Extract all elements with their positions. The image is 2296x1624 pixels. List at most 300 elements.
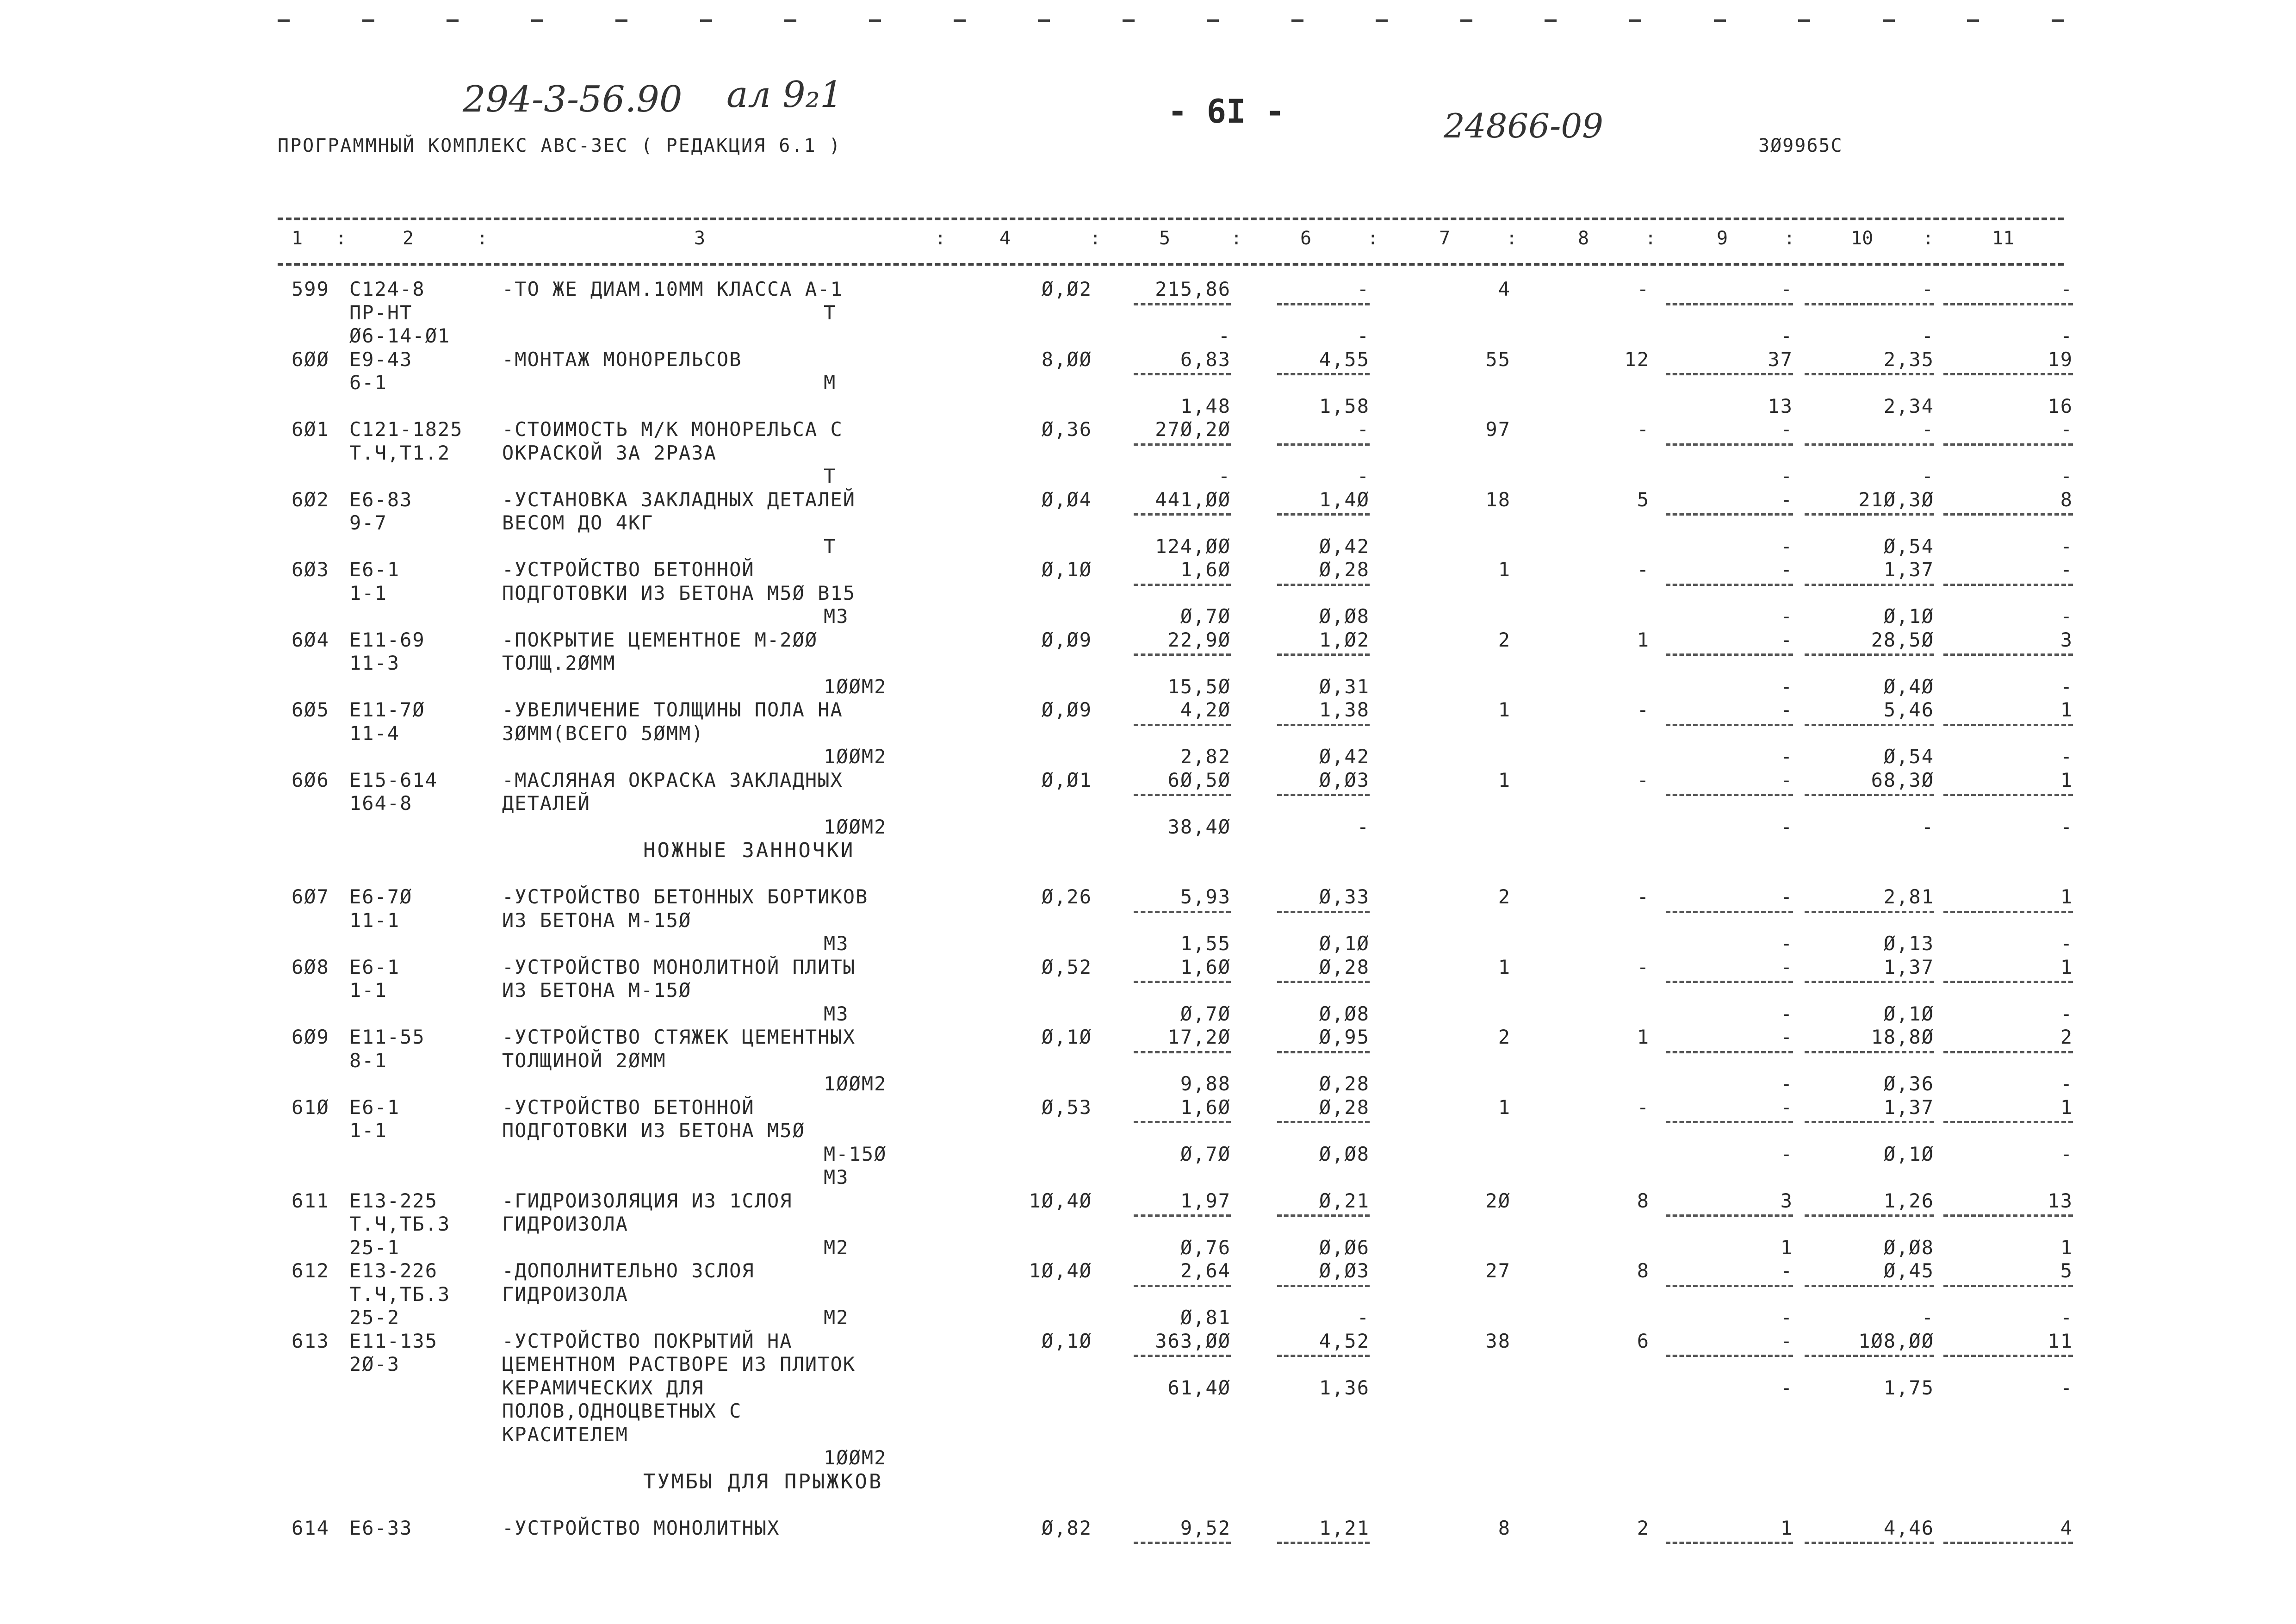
cell-c7: 1 [1498, 1095, 1511, 1119]
cell-c4: Ø,Ø4 [1041, 488, 1092, 511]
cell-c5: 1,6Ø [1180, 558, 1231, 581]
cell-c1: 61Ø [292, 1095, 329, 1119]
cell-c5: 61,4Ø [1167, 1376, 1231, 1399]
cell-c3: КЕРАМИЧЕСКИХ ДЛЯ [502, 1376, 704, 1399]
cell-c2: 164-8 [349, 792, 413, 815]
cell-c9: - [1780, 418, 1793, 441]
cell-c2: 11-1 [349, 908, 400, 932]
cell-c7: 1 [1498, 768, 1511, 791]
table-row [0, 442, 2296, 465]
cell-c6: Ø,28 [1319, 1095, 1370, 1119]
cell-c6: Ø,28 [1319, 1072, 1370, 1095]
cell-c9: - [1780, 558, 1793, 581]
cell-c3: -УСТАНОВКА ЗАКЛАДНЫХ ДЕТАЛЕЙ [502, 488, 856, 511]
cell-c2: Е6-1 [349, 558, 400, 581]
table-row [0, 558, 2296, 581]
cell-c4: Ø,Ø9 [1041, 698, 1092, 721]
cell-c3: -ТО ЖЕ ДИАМ.10ММ КЛАССА А-1 [502, 278, 843, 300]
cell-c11: 1 [2060, 885, 2073, 908]
cell-c1: 613 [292, 1329, 329, 1352]
cell-c2: Т.Ч,ТБ.3 [349, 1282, 451, 1306]
cell-c11: - [2060, 932, 2073, 955]
cell-c8: - [1637, 278, 1650, 300]
cell-c10: 21Ø,3Ø [1858, 488, 1934, 511]
cell-c6: Ø,33 [1319, 885, 1370, 908]
cell-c2: ПР-НТ [349, 301, 413, 324]
cell-c2: Т.Ч,Т1.2 [349, 441, 451, 464]
cell-c10: 18,8Ø [1871, 1026, 1934, 1048]
table-row [0, 605, 2296, 628]
table-row [0, 1283, 2296, 1306]
cell-c4: 1Ø,4Ø [1029, 1259, 1092, 1282]
col-header-2: 2 [403, 228, 414, 249]
cell-c1: 612 [292, 1259, 329, 1282]
table-row [0, 278, 2296, 301]
cell-c6: - [1357, 324, 1370, 347]
cell-c3: -ГИДРОИЗОЛЯЦИЯ ИЗ 1СЛОЯ [502, 1189, 793, 1212]
cell-c2: Е11-69 [349, 628, 425, 651]
cell-c1: 6Ø9 [292, 1026, 329, 1048]
cell-c11: 16 [2048, 394, 2073, 417]
cell-c3: М [824, 371, 837, 394]
cell-c9: - [1780, 278, 1793, 300]
table-row [0, 769, 2296, 792]
header-bottom-rule [278, 263, 2064, 266]
cell-c5: 1,97 [1180, 1189, 1231, 1212]
section-heading [0, 1470, 2296, 1493]
cell-c10: - [1921, 418, 1934, 441]
cell-c6: 1,21 [1319, 1516, 1370, 1539]
cell-c5: 9,88 [1180, 1072, 1231, 1095]
cell-c3: 1ØØМ2 [824, 1446, 887, 1469]
cell-c11: 1 [2060, 955, 2073, 978]
cell-c1: 6Ø1 [292, 418, 329, 441]
cell-c5: 1,48 [1180, 394, 1231, 417]
cell-c2: 8-1 [349, 1049, 387, 1072]
cell-c6: Ø,Ø6 [1319, 1236, 1370, 1259]
cell-c4: Ø,36 [1041, 418, 1092, 441]
cell-c10: 2,34 [1883, 394, 1934, 417]
cell-c3: ГИДРОИЗОЛА [502, 1282, 628, 1306]
cell-c2: Е9-43 [349, 348, 413, 371]
cell-c6: Ø,28 [1319, 558, 1370, 581]
cell-c10: 2,35 [1883, 348, 1934, 371]
cell-c2: 1-1 [349, 1119, 387, 1142]
cell-c3: -УСТРОЙСТВО БЕТОННОЙ [502, 558, 755, 581]
table-row [0, 1119, 2296, 1142]
cell-c2: Е6-7Ø [349, 885, 413, 908]
col-separator: : [1231, 228, 1242, 249]
cell-c9: - [1780, 1002, 1793, 1025]
table-row [0, 348, 2296, 371]
cell-c10: Ø,Ø8 [1883, 1236, 1934, 1259]
cell-c3: -УСТРОЙСТВО ПОКРЫТИЙ НА [502, 1329, 793, 1352]
cell-c4: Ø,1Ø [1041, 1026, 1092, 1048]
cell-c7: 2Ø [1485, 1189, 1511, 1212]
cell-c11: - [2060, 1002, 2073, 1025]
cell-c4: Ø,1Ø [1041, 558, 1092, 581]
cell-c2: 2Ø-3 [349, 1353, 400, 1375]
col-separator: : [1923, 228, 1934, 249]
cell-c9: - [1780, 815, 1793, 838]
cell-c2: Е6-33 [349, 1516, 413, 1539]
table-row [0, 815, 2296, 839]
cell-c7: 2 [1498, 885, 1511, 908]
cell-c11: 19 [2048, 348, 2073, 371]
cell-c9: - [1780, 1072, 1793, 1095]
cell-c1: 6Ø8 [292, 955, 329, 978]
cell-c3: ИЗ БЕТОНА М-15Ø [502, 979, 692, 1002]
cell-c11: - [2060, 605, 2073, 628]
table-row [0, 1026, 2296, 1049]
cell-c9: - [1780, 1142, 1793, 1165]
table-row [0, 395, 2296, 418]
program-title: ПРОГРАММНЫЙ КОМПЛЕКС АВС-3ЕС ( РЕДАКЦИЯ 6.1 ) [278, 135, 842, 156]
cell-c10: 68,3Ø [1871, 768, 1934, 791]
cell-c6: 1,38 [1319, 698, 1370, 721]
cell-c10: Ø,4Ø [1883, 675, 1934, 698]
cell-c10: 1,37 [1883, 955, 1934, 978]
table-row [0, 909, 2296, 932]
cell-c9: - [1780, 768, 1793, 791]
cell-c5: - [1218, 465, 1231, 487]
cell-c4: Ø,26 [1041, 885, 1092, 908]
cell-c8: - [1637, 955, 1650, 978]
cell-c3: ТОЛЩ.2ØММ [502, 652, 616, 674]
cell-c5: 1,55 [1180, 932, 1231, 955]
cell-c3: 1ØØМ2 [824, 745, 887, 768]
cell-c2: 1-1 [349, 979, 387, 1002]
col-header-11: 11 [1992, 228, 2015, 249]
col-header-3: 3 [694, 228, 706, 249]
cell-c7: 4 [1498, 278, 1511, 300]
cell-c6: 1,Ø2 [1319, 628, 1370, 651]
cell-c3: ДЕТАЛЕЙ [502, 792, 591, 815]
cell-c10: 1,26 [1883, 1189, 1934, 1212]
cell-c6: Ø,42 [1319, 745, 1370, 768]
col-header-9: 9 [1717, 228, 1728, 249]
cell-c3: 3ØММ(ВСЕГО 5ØММ) [502, 722, 704, 745]
cell-c6: Ø,Ø8 [1319, 1002, 1370, 1025]
table-row [0, 301, 2296, 324]
table-row [0, 1446, 2296, 1469]
cell-c7: 97 [1485, 418, 1511, 441]
cell-c3: М2 [824, 1236, 849, 1259]
col-header-4: 4 [999, 228, 1011, 249]
cell-c2: С124-8 [349, 278, 425, 300]
table-row [0, 511, 2296, 535]
cell-c8: - [1637, 418, 1650, 441]
cell-c11: - [2060, 535, 2073, 558]
cell-c5: 363,ØØ [1155, 1329, 1231, 1352]
cell-c4: Ø,82 [1041, 1516, 1092, 1539]
cell-c2: 11-4 [349, 722, 400, 745]
cell-c5: 441,ØØ [1155, 488, 1231, 511]
table-row [0, 675, 2296, 698]
cell-c11: 8 [2060, 488, 2073, 511]
cell-c2: 25-1 [349, 1236, 400, 1259]
cell-c11: 5 [2060, 1259, 2073, 1282]
cell-c7: 1 [1498, 698, 1511, 721]
col-separator: : [335, 228, 347, 249]
cell-c1: 6Ø7 [292, 885, 329, 908]
cell-c2: 11-3 [349, 652, 400, 674]
cell-c5: 6Ø,5Ø [1167, 768, 1231, 791]
cell-c3: М-15Ø [824, 1142, 887, 1165]
cell-c3: Т [824, 465, 837, 487]
cell-c9: - [1780, 605, 1793, 628]
table-row [0, 1236, 2296, 1259]
table-row [0, 582, 2296, 605]
cell-c3: -МОНТАЖ МОНОРЕЛЬСОВ [502, 348, 742, 371]
cell-c9: - [1780, 324, 1793, 347]
table-row [0, 418, 2296, 441]
cell-c2: 6-1 [349, 371, 387, 394]
cell-c3: ЦЕМЕНТНОМ РАСТВОРЕ ИЗ ПЛИТОК [502, 1353, 856, 1375]
cell-c5: Ø,7Ø [1180, 605, 1231, 628]
table-row [0, 488, 2296, 511]
cell-c7: 1 [1498, 955, 1511, 978]
cell-c8: - [1637, 885, 1650, 908]
cell-c9: 13 [1768, 394, 1793, 417]
cell-c9: - [1780, 1095, 1793, 1119]
cell-c3: 1ØØМ2 [824, 1072, 887, 1095]
cell-c9: - [1780, 932, 1793, 955]
table-row [0, 1376, 2296, 1400]
header-top-rule [278, 218, 2064, 220]
top-perforation-dashes [278, 19, 2064, 22]
cell-c1: 6Ø2 [292, 488, 329, 511]
cell-c3: 1ØØМ2 [824, 675, 887, 698]
cell-c9: - [1780, 1026, 1793, 1048]
cell-c8: 1 [1637, 628, 1650, 651]
cell-c5: 15,5Ø [1167, 675, 1231, 698]
cell-c3: -ДОПОЛНИТЕЛЬНО 3СЛОЯ [502, 1259, 755, 1282]
col-header-5: 5 [1159, 228, 1171, 249]
cell-c10: Ø,13 [1883, 932, 1934, 955]
col-separator: : [1645, 228, 1657, 249]
cell-c9: - [1780, 488, 1793, 511]
handwritten-inventory-number: 24866-09 [1444, 106, 1603, 145]
cell-c3: ВЕСОМ ДО 4КГ [502, 511, 654, 534]
table-row [0, 1353, 2296, 1376]
cell-c10: - [1921, 465, 1934, 487]
cell-c8: 2 [1637, 1516, 1650, 1539]
cell-c11: - [2060, 745, 2073, 768]
cell-c8: - [1637, 558, 1650, 581]
cell-c3: -УСТРОЙСТВО СТЯЖЕК ЦЕМЕНТНЫХ [502, 1026, 856, 1048]
cell-c3: М3 [824, 605, 849, 628]
cell-c3: Т [824, 301, 837, 324]
cell-c11: - [2060, 815, 2073, 838]
cell-c10: Ø,54 [1883, 535, 1934, 558]
cell-c6: Ø,1Ø [1319, 932, 1370, 955]
section-title: ТУМБЫ ДЛЯ ПРЫЖКОВ [643, 1469, 883, 1493]
table-row [0, 1049, 2296, 1072]
cell-c5: 27Ø,2Ø [1155, 418, 1231, 441]
cell-c2: Е6-1 [349, 955, 400, 978]
cell-c1: 6Ø5 [292, 698, 329, 721]
col-separator: : [477, 228, 488, 249]
cell-c3: -УСТРОЙСТВО БЕТОННЫХ БОРТИКОВ [502, 885, 869, 908]
cell-c11: - [2060, 278, 2073, 300]
cell-c6: Ø,Ø8 [1319, 605, 1370, 628]
cell-c11: - [2060, 324, 2073, 347]
cell-c7: 2 [1498, 628, 1511, 651]
cell-c8: 8 [1637, 1189, 1650, 1212]
cell-c10: 1,37 [1883, 558, 1934, 581]
cell-c4: Ø,53 [1041, 1095, 1092, 1119]
cell-c8: - [1637, 1095, 1650, 1119]
table-row [0, 535, 2296, 558]
cell-c5: 4,2Ø [1180, 698, 1231, 721]
cell-c6: - [1357, 278, 1370, 300]
cell-c3: М3 [824, 1166, 849, 1188]
cell-c2: 25-2 [349, 1306, 400, 1329]
cell-c9: - [1780, 885, 1793, 908]
cell-c6: Ø,21 [1319, 1189, 1370, 1212]
cell-c10: Ø,1Ø [1883, 605, 1934, 628]
cell-c6: Ø,28 [1319, 955, 1370, 978]
cell-c6: Ø,Ø3 [1319, 768, 1370, 791]
cell-c11: 13 [2048, 1189, 2073, 1212]
cell-c6: Ø,95 [1319, 1026, 1370, 1048]
cell-c8: - [1637, 768, 1650, 791]
cell-c9: 1 [1780, 1516, 1793, 1539]
section-title: НОЖНЫЕ ЗАННОЧКИ [643, 839, 855, 862]
row-subtotal-rule [1666, 1542, 1793, 1544]
cell-c4: Ø,Ø9 [1041, 628, 1092, 651]
table-row [0, 698, 2296, 722]
sheet-number: - 6I - [1167, 93, 1285, 131]
table-row [0, 1423, 2296, 1446]
cell-c5: 215,86 [1155, 278, 1231, 300]
cell-c10: 1,75 [1883, 1376, 1934, 1399]
table-row [0, 745, 2296, 768]
cell-c5: 124,ØØ [1155, 535, 1231, 558]
table-row [0, 1072, 2296, 1095]
cell-c6: 1,4Ø [1319, 488, 1370, 511]
cell-c9: - [1780, 1306, 1793, 1329]
cell-c6: Ø,42 [1319, 535, 1370, 558]
cell-c5: Ø,76 [1180, 1236, 1231, 1259]
table-row [0, 628, 2296, 652]
cell-c9: - [1780, 1376, 1793, 1399]
handwritten-project-code: 294-3-56.90 [463, 79, 683, 120]
cell-c11: - [2060, 465, 2073, 487]
col-separator: : [1090, 228, 1101, 249]
table-row [0, 1002, 2296, 1026]
cell-c6: 4,55 [1319, 348, 1370, 371]
cell-c9: - [1780, 675, 1793, 698]
cell-c3: -УСТРОЙСТВО МОНОЛИТНОЙ ПЛИТЫ [502, 955, 856, 978]
cell-c9: 3 [1780, 1189, 1793, 1212]
cell-c11: 1 [2060, 1236, 2073, 1259]
cell-c7: 1 [1498, 558, 1511, 581]
cell-c5: Ø,7Ø [1180, 1002, 1231, 1025]
cell-c3: М2 [824, 1306, 849, 1329]
table-row [0, 1189, 2296, 1213]
cell-c9: - [1780, 698, 1793, 721]
cell-c11: 1 [2060, 768, 2073, 791]
cell-c1: 599 [292, 278, 329, 300]
col-header-10: 10 [1851, 228, 1874, 249]
cell-c5: 5,93 [1180, 885, 1231, 908]
cell-c5: Ø,81 [1180, 1306, 1231, 1329]
col-header-8: 8 [1578, 228, 1589, 249]
cell-c3: -УСТРОЙСТВО БЕТОННОЙ [502, 1095, 755, 1119]
cell-c10: Ø,1Ø [1883, 1142, 1934, 1165]
column-number-row [278, 228, 2064, 255]
cell-c9: - [1780, 955, 1793, 978]
cell-c5: 22,9Ø [1167, 628, 1231, 651]
cell-c3: -СТОИМОСТЬ М/К МОНОРЕЛЬСА С [502, 418, 843, 441]
cell-c7: 27 [1485, 1259, 1511, 1282]
cell-c10: 1Ø8,ØØ [1858, 1329, 1934, 1352]
cell-c11: - [2060, 1376, 2073, 1399]
col-separator: : [1784, 228, 1795, 249]
cell-c3: Т [824, 535, 837, 558]
cell-c4: Ø,52 [1041, 955, 1092, 978]
cell-c5: 17,2Ø [1167, 1026, 1231, 1048]
cell-c10: 2,81 [1883, 885, 1934, 908]
cell-c10: 28,5Ø [1871, 628, 1934, 651]
cell-c11: 4 [2060, 1516, 2073, 1539]
cell-c2: Ø6-14-Ø1 [349, 324, 451, 347]
cell-c6: 4,52 [1319, 1329, 1370, 1352]
row-subtotal-rule [1805, 1542, 1934, 1544]
cell-c6: Ø,Ø8 [1319, 1142, 1370, 1165]
cell-c3: ПОДГОТОВКИ ИЗ БЕТОНА М5Ø В15 [502, 581, 856, 604]
cell-c2: Е15-614 [349, 768, 438, 791]
cell-c6: - [1357, 815, 1370, 838]
cell-c5: 9,52 [1180, 1516, 1231, 1539]
cell-c4: 8,ØØ [1041, 348, 1092, 371]
cell-c5: - [1218, 324, 1231, 347]
cell-c5: 2,64 [1180, 1259, 1231, 1282]
cell-c11: - [2060, 418, 2073, 441]
cell-c10: 4,46 [1883, 1516, 1934, 1539]
table-row [0, 371, 2296, 394]
cell-c3: М3 [824, 1002, 849, 1025]
cell-c4: Ø,1Ø [1041, 1329, 1092, 1352]
cell-c11: 1 [2060, 698, 2073, 721]
cell-c1: 6Ø3 [292, 558, 329, 581]
cell-c11: - [2060, 1142, 2073, 1165]
cell-c10: Ø,45 [1883, 1259, 1934, 1282]
cell-c9: 37 [1768, 348, 1793, 371]
cell-c2: Е11-7Ø [349, 698, 425, 721]
cell-c3: 1ØØМ2 [824, 815, 887, 838]
table-row [0, 1306, 2296, 1329]
cell-c6: Ø,Ø3 [1319, 1259, 1370, 1282]
table-row [0, 1330, 2296, 1353]
cell-c2: Т.Ч,ТБ.3 [349, 1213, 451, 1235]
cell-c7: 8 [1498, 1516, 1511, 1539]
cell-c4: Ø,Ø1 [1041, 768, 1092, 791]
cell-c2: Е13-226 [349, 1259, 438, 1282]
cell-c11: 2 [2060, 1026, 2073, 1048]
row-subtotal-rule [1277, 1542, 1370, 1544]
cell-c3: ИЗ БЕТОНА М-15Ø [502, 908, 692, 932]
cell-c8: 6 [1637, 1329, 1650, 1352]
col-header-7: 7 [1439, 228, 1451, 249]
table-row [0, 1166, 2296, 1189]
table-row [0, 1400, 2296, 1423]
document-code: 3Ø9965С [1758, 135, 1843, 156]
table-row [0, 465, 2296, 488]
col-header-1: 1 [292, 228, 303, 249]
